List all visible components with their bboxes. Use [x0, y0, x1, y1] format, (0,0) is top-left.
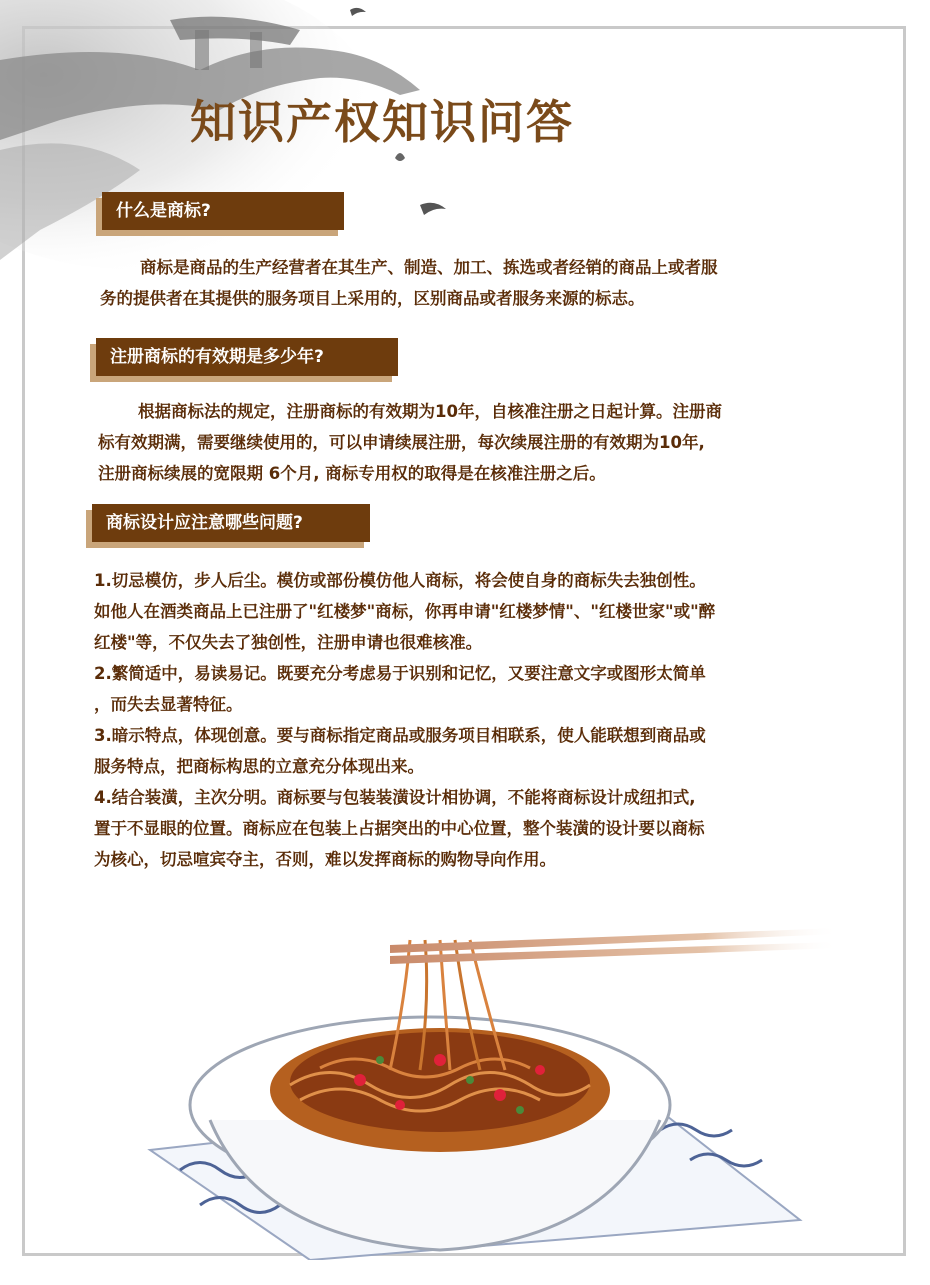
section-body-design-issues: [94, 565, 715, 875]
section-body-validity-period: [98, 396, 722, 489]
section-heading-validity-period: 注册商标的有效期是多少年?: [96, 338, 398, 376]
text-line: 1.切忌模仿，步人后尘。模仿或部份模仿他人商标，将会使自身的商标失去独创性。: [94, 571, 706, 590]
text-line: ，而失去显著特征。: [94, 695, 243, 714]
section-body-what-is-trademark: [100, 252, 718, 314]
text-line: 红楼"等，不仅失去了独创性，注册申请也很难核准。: [94, 633, 483, 652]
text-line: 务的提供者在其提供的服务项目上采用的，区别商品或者服务来源的标志。: [100, 289, 645, 308]
text-line: 标有效期满，需要继续使用的，可以申请续展注册，每次续展注册的有效期为10年,: [98, 433, 705, 452]
section-heading-design-issues: 商标设计应注意哪些问题?: [92, 504, 370, 542]
text-line: 根据商标法的规定，注册商标的有效期为10年，自核准注册之日起计算。注册商: [138, 402, 722, 421]
text-line: 2.繁简适中，易读易记。既要充分考虑易于识别和记忆，又要注意文字或图形太简单: [94, 664, 706, 683]
text-line: 如他人在酒类商品上已注册了"红楼梦"商标，你再申请"红楼梦情"、"红楼世家"或"醉: [94, 602, 716, 621]
text-line: 4.结合装潢，主次分明。商标要与包装装潢设计相协调，不能将商标设计成纽扣式,: [94, 788, 696, 807]
page-title: 知识产权知识问答: [190, 95, 574, 149]
noodle-bowl-illustration: [140, 920, 840, 1260]
text-line: 为核心，切忌喧宾夺主，否则，难以发挥商标的购物导向作用。: [94, 850, 556, 869]
text-line: 服务特点，把商标构思的立意充分体现出来。: [94, 757, 424, 776]
text-line: 3.暗示特点，体现创意。要与商标指定商品或服务项目相联系，使人能联想到商品或: [94, 726, 706, 745]
text-line: 商标是商品的生产经营者在其生产、制造、加工、拣选或者经销的商品上或者服: [140, 258, 718, 277]
text-line: 置于不显眼的位置。商标应在包装上占据突出的中心位置，整个装潢的设计要以商标: [94, 819, 705, 838]
text-line: 注册商标续展的宽限期 6个月, 商标专用权的取得是在核准注册之后。: [98, 464, 606, 483]
section-heading-what-is-trademark: 什么是商标?: [102, 192, 344, 230]
